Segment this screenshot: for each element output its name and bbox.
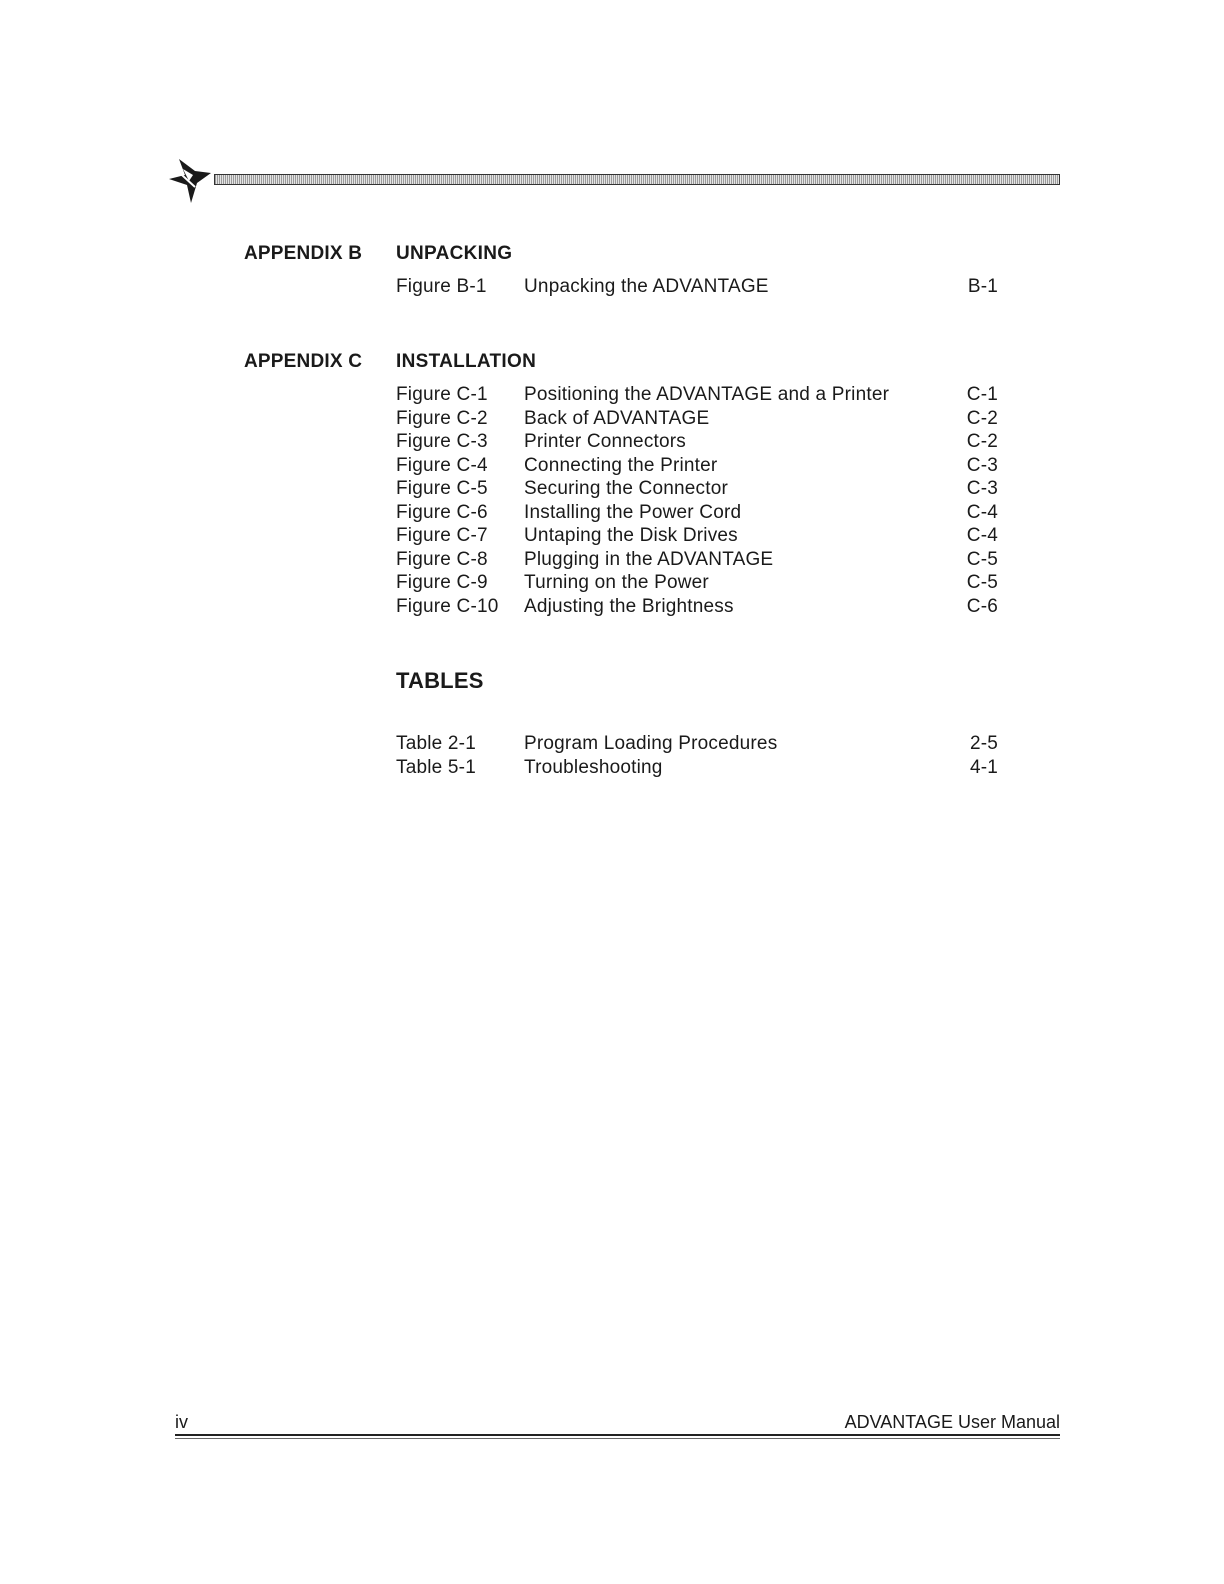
star-logo-icon bbox=[165, 157, 215, 205]
list-item bbox=[396, 525, 1006, 549]
list-item bbox=[396, 572, 1006, 596]
entry-title: Plugging in the ADVANTAGE bbox=[524, 548, 774, 570]
entry-page: B-1 bbox=[967, 276, 998, 297]
entry-number: Figure C-6 bbox=[396, 501, 488, 523]
footer-manual-title: ADVANTAGE User Manual bbox=[844, 1412, 1060, 1432]
entry-page: C-4 bbox=[966, 525, 998, 546]
appendix-b-entries bbox=[396, 276, 1006, 300]
entry-title: Program Loading Procedures bbox=[524, 733, 778, 754]
list-item bbox=[396, 276, 1006, 300]
entry-page: C-3 bbox=[966, 478, 998, 499]
entry-page: C-5 bbox=[966, 572, 998, 593]
entry-title: Troubleshooting bbox=[524, 756, 663, 778]
entry-title: Adjusting the Brightness bbox=[524, 595, 734, 617]
entry-number: Table 5-1 bbox=[396, 756, 476, 778]
entry-number: Figure C-5 bbox=[396, 478, 488, 499]
entry-page: 2-5 bbox=[969, 733, 998, 754]
entry-title: Securing the Connector bbox=[524, 478, 729, 499]
tables-entries bbox=[396, 733, 1006, 780]
footer-page-number: iv bbox=[175, 1412, 188, 1432]
entry-page: C-4 bbox=[966, 501, 998, 523]
entry-page: C-5 bbox=[966, 548, 998, 570]
entry-number: Figure C-10 bbox=[396, 595, 499, 617]
entry-number: Table 2-1 bbox=[396, 733, 476, 754]
list-item bbox=[396, 408, 1006, 432]
entry-title: Connecting the Printer bbox=[524, 454, 718, 476]
tables-heading: TABLES bbox=[396, 668, 484, 693]
list-item bbox=[396, 549, 1006, 573]
header-rule bbox=[214, 174, 1060, 185]
entry-number: Figure C-4 bbox=[396, 454, 488, 476]
entry-title: Untaping the Disk Drives bbox=[524, 525, 738, 546]
entry-page: C-6 bbox=[966, 595, 998, 617]
entry-title: Installing the Power Cord bbox=[524, 501, 742, 523]
entry-number: Figure B-1 bbox=[396, 276, 487, 297]
entry-number: Figure C-3 bbox=[396, 431, 488, 452]
entry-page: C-2 bbox=[966, 431, 998, 452]
entry-title: Unpacking the ADVANTAGE bbox=[524, 276, 769, 297]
list-item bbox=[396, 431, 1006, 455]
entry-title: Back of ADVANTAGE bbox=[524, 407, 710, 429]
entry-number: Figure C-2 bbox=[396, 407, 488, 429]
entry-page: C-1 bbox=[966, 384, 998, 405]
entry-number: Figure C-9 bbox=[396, 572, 488, 593]
list-item bbox=[396, 502, 1006, 526]
list-item bbox=[396, 384, 1006, 408]
entry-page: C-3 bbox=[966, 454, 998, 476]
appendix-c-title: INSTALLATION bbox=[396, 351, 537, 372]
entry-number: Figure C-7 bbox=[396, 525, 488, 546]
entry-number: Figure C-8 bbox=[396, 548, 488, 570]
entry-title: Turning on the Power bbox=[524, 572, 709, 593]
entry-title: Positioning the ADVANTAGE and a Printer bbox=[524, 384, 890, 405]
appendix-b-title: UNPACKING bbox=[396, 243, 513, 264]
entry-title: Printer Connectors bbox=[524, 431, 687, 452]
appendix-b-label: APPENDIX B bbox=[244, 243, 363, 264]
list-item bbox=[396, 478, 1006, 502]
entry-page: 4-1 bbox=[969, 756, 998, 778]
appendix-c-label: APPENDIX C bbox=[244, 351, 363, 372]
list-item bbox=[396, 733, 1006, 757]
list-item bbox=[396, 455, 1006, 479]
entry-page: C-2 bbox=[966, 407, 998, 429]
entry-number: Figure C-1 bbox=[396, 384, 488, 405]
appendix-c-entries bbox=[396, 384, 1006, 619]
footer-rule bbox=[175, 1434, 1060, 1439]
list-item bbox=[396, 757, 1006, 781]
list-item bbox=[396, 596, 1006, 620]
